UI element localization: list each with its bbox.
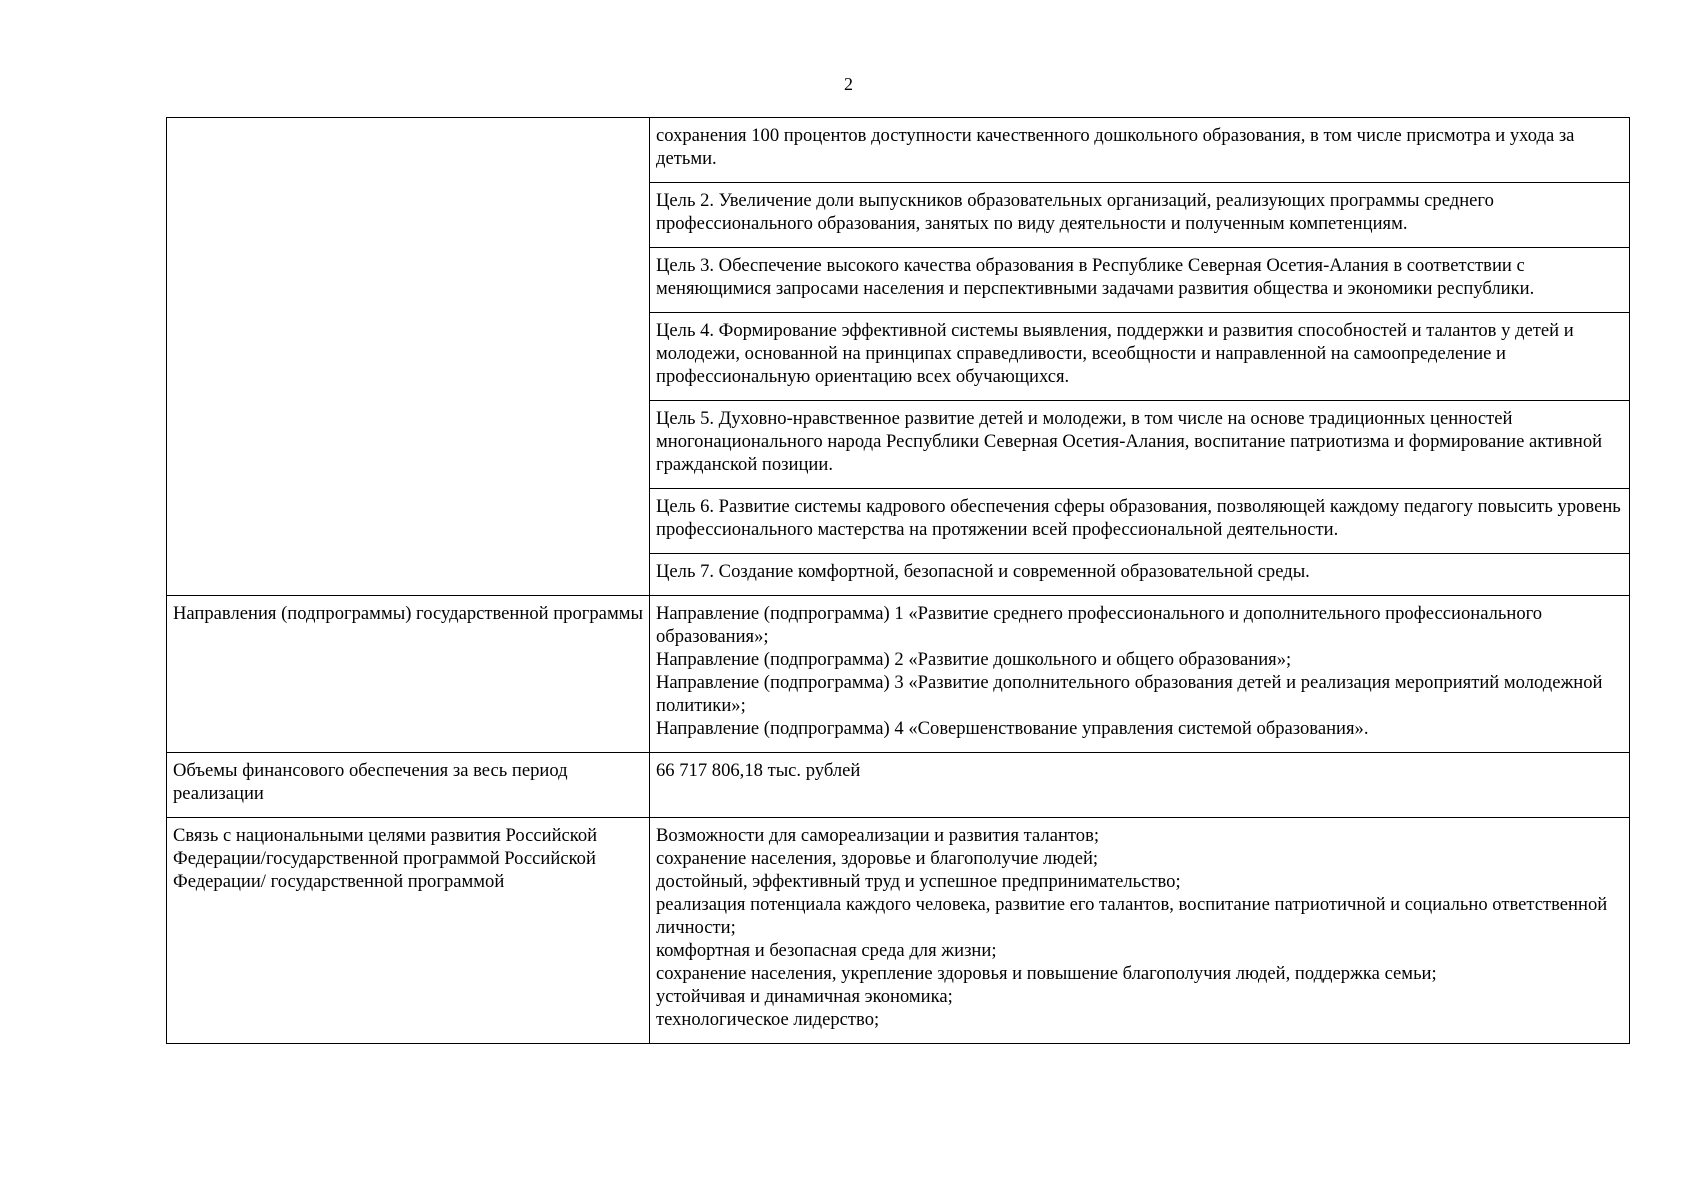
table-row [167,818,1630,1044]
direction-item: Направление (подпрограмма) 1 «Развитие среднего профессионального и дополнительного профессионального образования»; [656,603,1543,647]
goals-label-cell [167,118,650,596]
goal-cell: сохранения 100 процентов доступности качественного дошкольного образования, в том числе присмотра и ухода за детьми. [650,118,1630,183]
goal-cell: Цель 3. Обеспечение высокого качества образования в Республике Северная Осетия-Алания в соответствии с меняющимися запросами населения и перспективными задачами развития общества и экономики республики. [650,248,1630,313]
national-goal-item: Возможности для самореализации и развития талантов; [656,825,1100,846]
national-goals-list [650,818,1630,1044]
table-row [167,118,1630,183]
goal-cell: Цель 4. Формирование эффективной системы выявления, поддержки и развития способностей и талантов у детей и молодежи, основанной на принципах справедливости, всеобщности и направленной на самоопределение и профессиональную ориентацию всех обучающихся. [650,313,1630,401]
table-row [167,596,1630,753]
goal-cell: Цель 2. Увеличение доли выпускников образовательных организаций, реализующих программы среднего профессионального образования, занятых по виду деятельности и полученным компетенциям. [650,183,1630,248]
goal-cell: Цель 7. Создание комфортной, безопасной и современной образовательной среды. [650,554,1630,596]
page-number: 2 [844,74,853,94]
table-row [167,753,1630,818]
national-goal-item: устойчивая и динамичная экономика; [656,986,953,1007]
funding-label: Объемы финансового обеспечения за весь период реализации [167,753,650,818]
national-goal-item: сохранение населения, укрепление здоровья и повышение благополучия людей, поддержка семьи; [656,963,1437,984]
funding-value: 66 717 806,18 тыс. рублей [650,753,1630,818]
directions-list [650,596,1630,753]
national-goals-label: Связь с национальными целями развития Российской Федерации/государственной программой Российской Федерации/ государственной программой [167,818,650,1044]
directions-label: Направления (подпрограммы) государственной программы [167,596,650,753]
direction-item: Направление (подпрограмма) 4 «Совершенствование управления системой образования». [656,718,1369,739]
goal-cell: Цель 5. Духовно-нравственное развитие детей и молодежи, в том числе на основе традиционных ценностей многонационального народа Республики Северная Осетия-Алания, воспитание патриотизма и формирование активной гражданской позиции. [650,401,1630,489]
national-goal-item: реализация потенциала каждого человека, развитие его талантов, воспитание патриотичной и социально ответственной личности; [656,894,1608,938]
program-passport-table [166,117,1630,1044]
national-goal-item: комфортная и безопасная среда для жизни; [656,940,997,961]
goal-cell: Цель 6. Развитие системы кадрового обеспечения сферы образования, позволяющей каждому педагогу повысить уровень профессионального мастерства на протяжении всей профессиональной деятельности. [650,489,1630,554]
national-goal-item: технологическое лидерство; [656,1009,880,1030]
direction-item: Направление (подпрограмма) 2 «Развитие дошкольного и общего образования»; [656,649,1292,670]
national-goal-item: достойный, эффективный труд и успешное предпринимательство; [656,871,1181,892]
direction-item: Направление (подпрограмма) 3 «Развитие дополнительного образования детей и реализация мероприятий молодежной политики»; [656,672,1603,716]
national-goal-item: сохранение населения, здоровье и благополучие людей; [656,848,1099,869]
